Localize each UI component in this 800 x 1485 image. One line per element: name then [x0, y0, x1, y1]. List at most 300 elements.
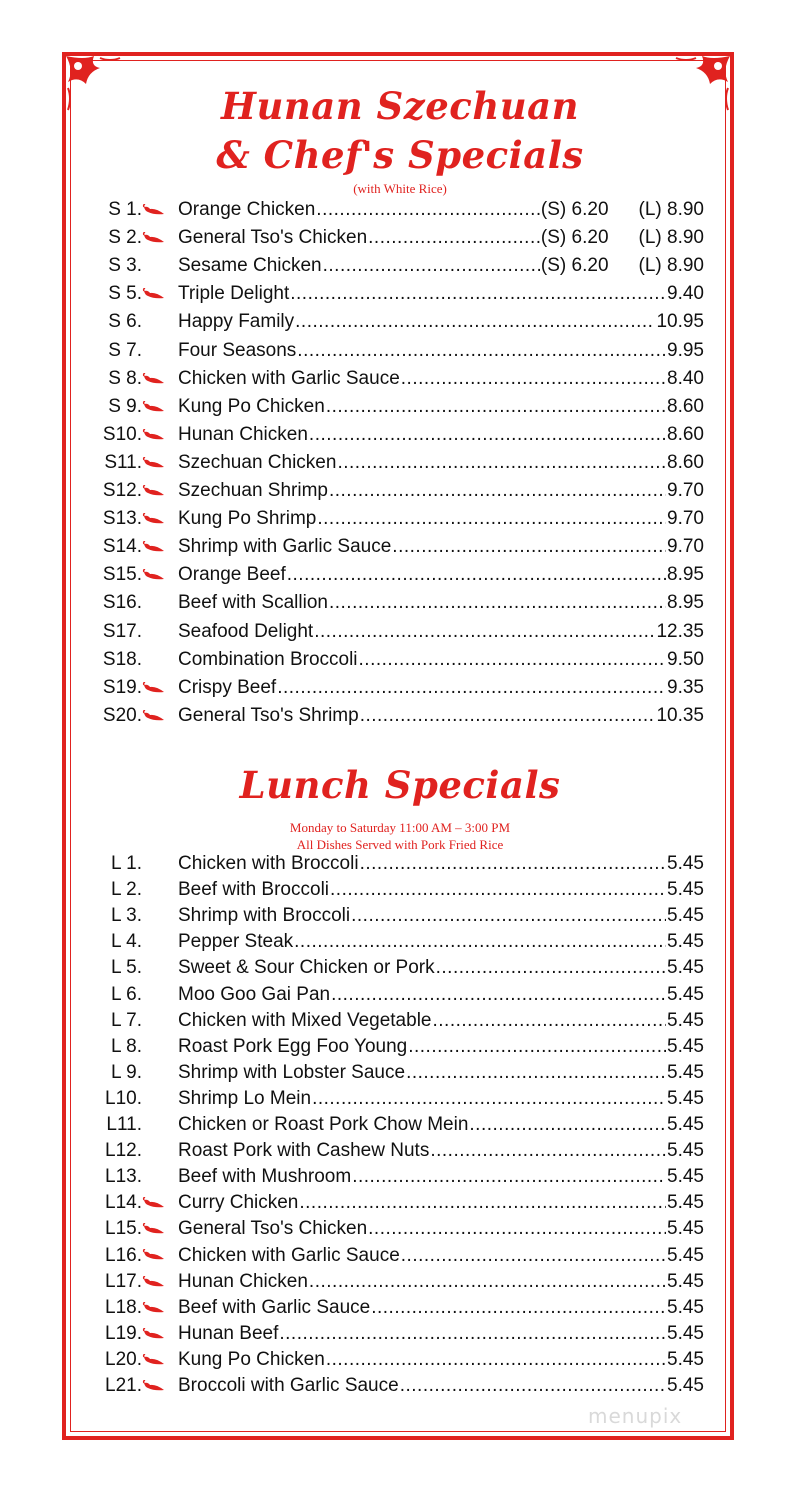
item-name: Seafood Delight — [178, 620, 314, 642]
item-line — [178, 311, 704, 333]
dot-leader — [316, 199, 540, 221]
menu-item-row — [88, 705, 704, 733]
item-name: Chicken with Garlic Sauce — [178, 367, 400, 389]
menu-item-row — [88, 1297, 704, 1325]
item-code-cell — [88, 957, 170, 979]
dot-leader — [337, 452, 666, 474]
dot-leader — [331, 984, 666, 1006]
item-code-cell — [88, 311, 170, 333]
item-line — [178, 283, 704, 305]
item-code-cell — [88, 1166, 170, 1188]
item-code-cell — [88, 1010, 170, 1032]
item-line — [178, 536, 704, 558]
item-code-cell — [88, 705, 170, 727]
item-name: Triple Delight — [178, 283, 290, 305]
hot-indicator — [142, 1375, 170, 1397]
chili-pepper-icon — [142, 485, 166, 497]
item-name: Crispy Beef — [178, 676, 277, 698]
item-code-cell — [88, 1114, 170, 1136]
menu-item-row — [88, 1271, 704, 1299]
menu-item-row — [88, 424, 704, 452]
item-price: 5.45 — [667, 1375, 704, 1396]
item-price: 5.45 — [667, 1009, 704, 1031]
chili-pepper-icon — [142, 1302, 166, 1314]
menu-item-row — [88, 1088, 704, 1116]
item-price: 5.45 — [667, 1270, 704, 1292]
item-name: Beef with Scallion — [178, 592, 328, 614]
hot-indicator — [142, 396, 170, 418]
hot-indicator — [142, 424, 170, 446]
menu-item-row — [88, 1192, 704, 1220]
lunch-subtitle-hours: Monday to Saturday 11:00 AM – 3:00 PM — [289, 820, 511, 835]
item-price: 9.70 — [667, 480, 704, 501]
hot-indicator — [142, 1349, 170, 1371]
dot-leader — [294, 931, 666, 953]
dot-leader — [469, 1114, 666, 1136]
chili-pepper-icon — [142, 513, 166, 525]
dot-leader — [359, 649, 666, 671]
item-name: Kung Po Chicken — [178, 1348, 325, 1370]
menu-item-row — [88, 592, 704, 620]
menu-item-row — [88, 1323, 704, 1351]
item-name: Moo Goo Gai Pan — [178, 983, 331, 1005]
item-line — [178, 564, 704, 586]
item-price: 5.45 — [667, 1322, 704, 1344]
item-code: L10. — [105, 1087, 142, 1109]
menu-item-row — [88, 879, 704, 907]
item-code-cell — [88, 879, 170, 901]
item-code-cell — [88, 853, 170, 875]
item-price: 8.60 — [667, 395, 704, 417]
dot-leader — [351, 905, 666, 927]
dot-leader — [401, 368, 666, 390]
hot-indicator — [142, 1218, 170, 1240]
menu-item-row — [88, 340, 704, 368]
item-price-large: (L) 8.90 — [638, 255, 704, 277]
item-price: 5.45 — [667, 983, 704, 1005]
item-code: L 9. — [111, 1061, 142, 1083]
dot-leader — [323, 255, 540, 277]
item-code: S 6. — [108, 311, 142, 333]
dot-leader — [309, 1271, 666, 1293]
dot-leader — [368, 1218, 666, 1240]
item-price-large: (L) 8.90 — [638, 227, 704, 249]
item-code: L 1. — [111, 853, 142, 874]
item-code: L21. — [105, 1375, 142, 1397]
item-name: Pepper Steak — [178, 931, 294, 953]
item-code: S14. — [102, 536, 142, 558]
hot-indicator — [142, 199, 170, 221]
dot-leader — [326, 396, 666, 418]
item-price: 9.35 — [667, 676, 704, 698]
dot-leader — [329, 480, 666, 502]
item-code-cell — [88, 508, 170, 530]
item-line — [178, 621, 704, 643]
hot-indicator — [142, 1245, 170, 1267]
hot-indicator — [142, 508, 170, 530]
item-code: L 7. — [111, 1009, 142, 1031]
item-price: 10.35 — [656, 704, 704, 726]
item-name: Curry Chicken — [178, 1192, 299, 1214]
dot-leader — [368, 227, 540, 249]
item-code: S 2. — [108, 227, 142, 249]
item-code: S17. — [102, 620, 142, 642]
hot-indicator — [142, 227, 170, 249]
menu-item-row — [88, 905, 704, 933]
item-code: S18. — [102, 648, 142, 670]
item-line — [178, 424, 704, 446]
item-name: General Tso's Shrimp — [178, 704, 359, 726]
item-price: 8.95 — [667, 564, 704, 586]
item-name: Shrimp with Broccoli — [178, 905, 351, 927]
item-price: 8.40 — [667, 367, 704, 389]
item-price: 8.60 — [667, 451, 704, 473]
item-code-cell — [88, 1088, 170, 1110]
item-code-cell — [88, 283, 170, 305]
item-line — [178, 1166, 704, 1188]
chili-pepper-icon — [142, 1276, 166, 1288]
item-line — [178, 1010, 704, 1032]
item-line — [178, 649, 704, 671]
item-price: 8.60 — [667, 423, 704, 445]
item-code: S13. — [102, 508, 142, 530]
item-price: 5.45 — [667, 957, 704, 979]
item-code-cell — [88, 424, 170, 446]
item-price: 9.70 — [667, 508, 704, 530]
item-line — [178, 452, 704, 474]
chili-pepper-icon — [142, 1197, 166, 1209]
menu-item-row — [88, 1062, 704, 1090]
item-name: Chicken with Mixed Vegetable — [178, 1009, 432, 1031]
item-line — [178, 368, 704, 390]
menu-item-row — [88, 283, 704, 311]
item-code-cell — [88, 1323, 170, 1345]
item-code: S 7. — [108, 339, 142, 361]
item-code-cell — [88, 1271, 170, 1293]
item-price-small: (S) 6.20 — [540, 227, 609, 249]
dot-leader — [287, 564, 666, 586]
item-name: Hunan Chicken — [178, 1270, 308, 1292]
hot-indicator — [142, 1323, 170, 1345]
menu-item-row — [88, 1140, 704, 1168]
menu-item-row — [88, 508, 704, 536]
item-name: Beef with Mushroom — [178, 1166, 352, 1188]
item-line — [178, 1271, 704, 1293]
item-line — [178, 984, 704, 1006]
item-line — [178, 1218, 704, 1240]
item-code-cell — [88, 368, 170, 390]
hot-indicator — [142, 705, 170, 727]
item-price: 9.40 — [667, 283, 704, 305]
item-code-cell — [88, 1062, 170, 1084]
item-name: Szechuan Shrimp — [178, 480, 328, 501]
item-code-cell — [88, 984, 170, 1006]
specials-title-line2: & Chef's Specials — [216, 133, 584, 177]
item-price: 12.35 — [656, 620, 704, 642]
item-line — [178, 1036, 704, 1058]
item-name: Beef with Broccoli — [178, 879, 330, 901]
menu-item-row — [88, 396, 704, 424]
item-code-cell — [88, 1297, 170, 1319]
item-code: S10. — [102, 423, 142, 445]
chili-pepper-icon — [142, 232, 166, 244]
item-code: L11. — [106, 1114, 142, 1135]
item-code-cell — [88, 905, 170, 927]
menu-item-row — [88, 1349, 704, 1377]
item-line — [178, 1192, 704, 1214]
item-code-cell — [88, 592, 170, 614]
menu-item-row — [88, 564, 704, 592]
dot-leader — [326, 1349, 666, 1371]
chili-pepper-icon — [142, 429, 166, 441]
dot-leader — [277, 677, 666, 699]
item-price: 5.45 — [667, 931, 704, 953]
item-price-large: (L) 8.90 — [638, 199, 704, 220]
dot-leader — [317, 508, 666, 530]
item-line — [178, 1245, 704, 1267]
item-code-cell — [88, 677, 170, 699]
menu-item-row — [88, 255, 704, 283]
item-code: S 8. — [108, 367, 142, 389]
item-name: Sweet & Sour Chicken or Pork — [178, 957, 435, 979]
dot-leader — [352, 1166, 666, 1188]
menu-item-row — [88, 677, 704, 705]
menu-item-row — [88, 480, 704, 508]
item-name: Hunan Chicken — [178, 423, 308, 445]
item-name: Orange Chicken — [178, 199, 316, 220]
item-price: 9.50 — [667, 648, 704, 670]
menu-item-row — [88, 957, 704, 985]
item-name: Roast Pork Egg Foo Young — [178, 1035, 408, 1057]
item-code: S19. — [102, 676, 142, 698]
item-code: S15. — [102, 564, 142, 586]
item-price: 5.45 — [667, 1244, 704, 1266]
item-name: Beef with Garlic Sauce — [178, 1296, 371, 1318]
item-name: Kung Po Shrimp — [178, 508, 317, 530]
item-price: 9.70 — [667, 536, 704, 558]
item-price: 5.45 — [667, 879, 704, 901]
item-code-cell — [88, 396, 170, 418]
item-price: 5.45 — [667, 1166, 704, 1188]
item-code-cell — [88, 564, 170, 586]
item-line — [178, 1062, 704, 1084]
item-price-small: (S) 6.20 — [540, 255, 609, 277]
item-code: L20. — [105, 1348, 142, 1370]
item-name: Happy Family — [178, 311, 295, 333]
menu-item-row — [88, 853, 704, 881]
item-code: L12. — [105, 1140, 142, 1162]
item-name: Four Seasons — [178, 339, 297, 361]
dot-leader — [400, 1375, 666, 1397]
item-code-cell — [88, 452, 170, 474]
chili-pepper-icon — [142, 457, 166, 469]
item-price: 8.95 — [667, 592, 704, 614]
specials-subtitle: (with White Rice) — [353, 181, 447, 196]
menu-item-row — [88, 311, 704, 339]
item-code: L 4. — [111, 931, 142, 953]
chili-pepper-icon — [142, 1223, 166, 1235]
item-code: L17. — [105, 1270, 142, 1292]
menu-item-row — [88, 621, 704, 649]
item-name: Szechuan Chicken — [178, 451, 337, 473]
chili-pepper-icon — [142, 569, 166, 581]
item-name: Kung Po Chicken — [178, 395, 325, 417]
item-code-cell — [88, 1140, 170, 1162]
dot-leader — [430, 1140, 666, 1162]
item-price: 5.45 — [667, 1296, 704, 1318]
item-code: S12. — [102, 480, 142, 502]
item-code: S20. — [102, 704, 142, 726]
item-code: S16. — [102, 592, 142, 614]
item-price: 5.45 — [667, 1192, 704, 1214]
hot-indicator — [142, 1192, 170, 1214]
item-line — [178, 396, 704, 418]
item-code-cell — [88, 931, 170, 953]
chili-pepper-icon — [142, 710, 166, 722]
dot-leader — [279, 1323, 666, 1345]
item-code: S11. — [104, 451, 142, 473]
item-code-cell — [88, 649, 170, 671]
chili-pepper-icon — [142, 288, 166, 300]
chili-pepper-icon — [142, 401, 166, 413]
chili-pepper-icon — [142, 1249, 166, 1261]
menu-item-row — [88, 1036, 704, 1064]
chili-pepper-icon — [142, 1328, 166, 1340]
dot-leader — [432, 1010, 666, 1032]
chili-pepper-icon — [142, 1354, 166, 1366]
item-code-cell — [88, 1192, 170, 1214]
item-line — [178, 1088, 704, 1110]
dot-leader — [314, 621, 655, 643]
item-code: L15. — [105, 1218, 142, 1240]
menu-item-row — [88, 1010, 704, 1038]
item-line — [178, 931, 704, 953]
item-price: 5.45 — [667, 1140, 704, 1162]
item-code: L14. — [105, 1192, 142, 1214]
item-code-cell — [88, 1245, 170, 1267]
item-line — [178, 1349, 704, 1371]
item-code-cell — [88, 255, 170, 277]
item-code-cell — [88, 1349, 170, 1371]
item-price: 5.45 — [667, 905, 704, 927]
item-line — [178, 508, 704, 530]
item-name: Chicken with Garlic Sauce — [178, 1244, 400, 1266]
chili-pepper-icon — [142, 682, 166, 694]
item-line — [178, 705, 704, 727]
dot-leader — [297, 340, 666, 362]
hot-indicator — [142, 480, 170, 502]
dot-leader — [360, 853, 666, 875]
item-line — [178, 1114, 704, 1136]
menu-item-row — [88, 931, 704, 959]
item-code-cell — [88, 340, 170, 362]
lunch-subtitle-rice: All Dishes Served with Pork Fried Rice — [296, 837, 504, 852]
item-name: General Tso's Chicken — [178, 227, 368, 249]
lunch-title: Lunch Specials — [239, 763, 561, 807]
dot-leader — [295, 311, 655, 333]
menu-item-row — [88, 227, 704, 255]
item-code: L18. — [105, 1296, 142, 1318]
item-code: S 9. — [108, 395, 142, 417]
hot-indicator — [142, 536, 170, 558]
item-code: L 3. — [111, 905, 142, 927]
item-code: L 2. — [111, 879, 142, 901]
item-code-cell — [88, 1218, 170, 1240]
item-code: S 1. — [108, 199, 142, 221]
chili-pepper-icon — [142, 1380, 166, 1392]
item-code-cell — [88, 480, 170, 502]
item-name: Combination Broccoli — [178, 648, 358, 670]
hot-indicator — [142, 283, 170, 305]
item-code: L13. — [105, 1166, 142, 1188]
dot-leader — [436, 957, 666, 979]
dot-leader — [312, 1088, 666, 1110]
hot-indicator — [142, 677, 170, 699]
item-price: 5.45 — [667, 1087, 704, 1109]
dot-leader — [299, 1192, 666, 1214]
item-price: 10.95 — [656, 311, 704, 333]
menu-item-row — [88, 452, 704, 480]
chili-pepper-icon — [142, 373, 166, 385]
item-name: Chicken with Broccoli — [178, 853, 359, 874]
item-line — [178, 677, 704, 699]
item-name: Sesame Chicken — [178, 255, 322, 277]
item-code-cell — [88, 1036, 170, 1058]
item-price: 5.45 — [667, 853, 704, 874]
item-code-cell — [88, 536, 170, 558]
menu-item-row — [88, 984, 704, 1012]
item-name: Chicken or Roast Pork Chow Mein — [178, 1114, 469, 1135]
chili-pepper-icon — [142, 204, 166, 216]
hot-indicator — [142, 1271, 170, 1293]
dot-leader — [309, 424, 666, 446]
item-line — [178, 199, 704, 221]
hot-indicator — [142, 1297, 170, 1319]
menu-item-row — [88, 368, 704, 396]
hot-indicator — [142, 452, 170, 474]
item-price: 9.95 — [667, 339, 704, 361]
dot-leader — [329, 592, 666, 614]
item-line — [178, 340, 704, 362]
item-line — [178, 1323, 704, 1345]
item-code-cell — [88, 199, 170, 221]
dot-leader — [371, 1297, 666, 1319]
item-code: S 5. — [108, 283, 142, 305]
dot-leader — [330, 879, 666, 901]
item-line — [178, 1140, 704, 1162]
item-line — [178, 1297, 704, 1319]
item-price: 5.45 — [667, 1348, 704, 1370]
chili-pepper-icon — [142, 541, 166, 553]
item-code: L19. — [105, 1322, 142, 1344]
item-code-cell — [88, 621, 170, 643]
item-name: Roast Pork with Cashew Nuts — [178, 1140, 430, 1162]
item-line — [178, 853, 704, 875]
menu-item-row — [88, 1166, 704, 1194]
item-line — [178, 255, 704, 277]
item-name: Broccoli with Garlic Sauce — [178, 1375, 399, 1396]
item-code: L 6. — [111, 983, 142, 1005]
item-price: 5.45 — [667, 1035, 704, 1057]
item-name: Shrimp Lo Mein — [178, 1087, 312, 1109]
item-price: 5.45 — [667, 1218, 704, 1240]
dot-leader — [392, 536, 666, 558]
item-line — [178, 227, 704, 249]
dot-leader — [401, 1245, 666, 1267]
item-name: Orange Beef — [178, 564, 286, 586]
dot-leader — [290, 283, 666, 305]
dot-leader — [360, 705, 656, 727]
